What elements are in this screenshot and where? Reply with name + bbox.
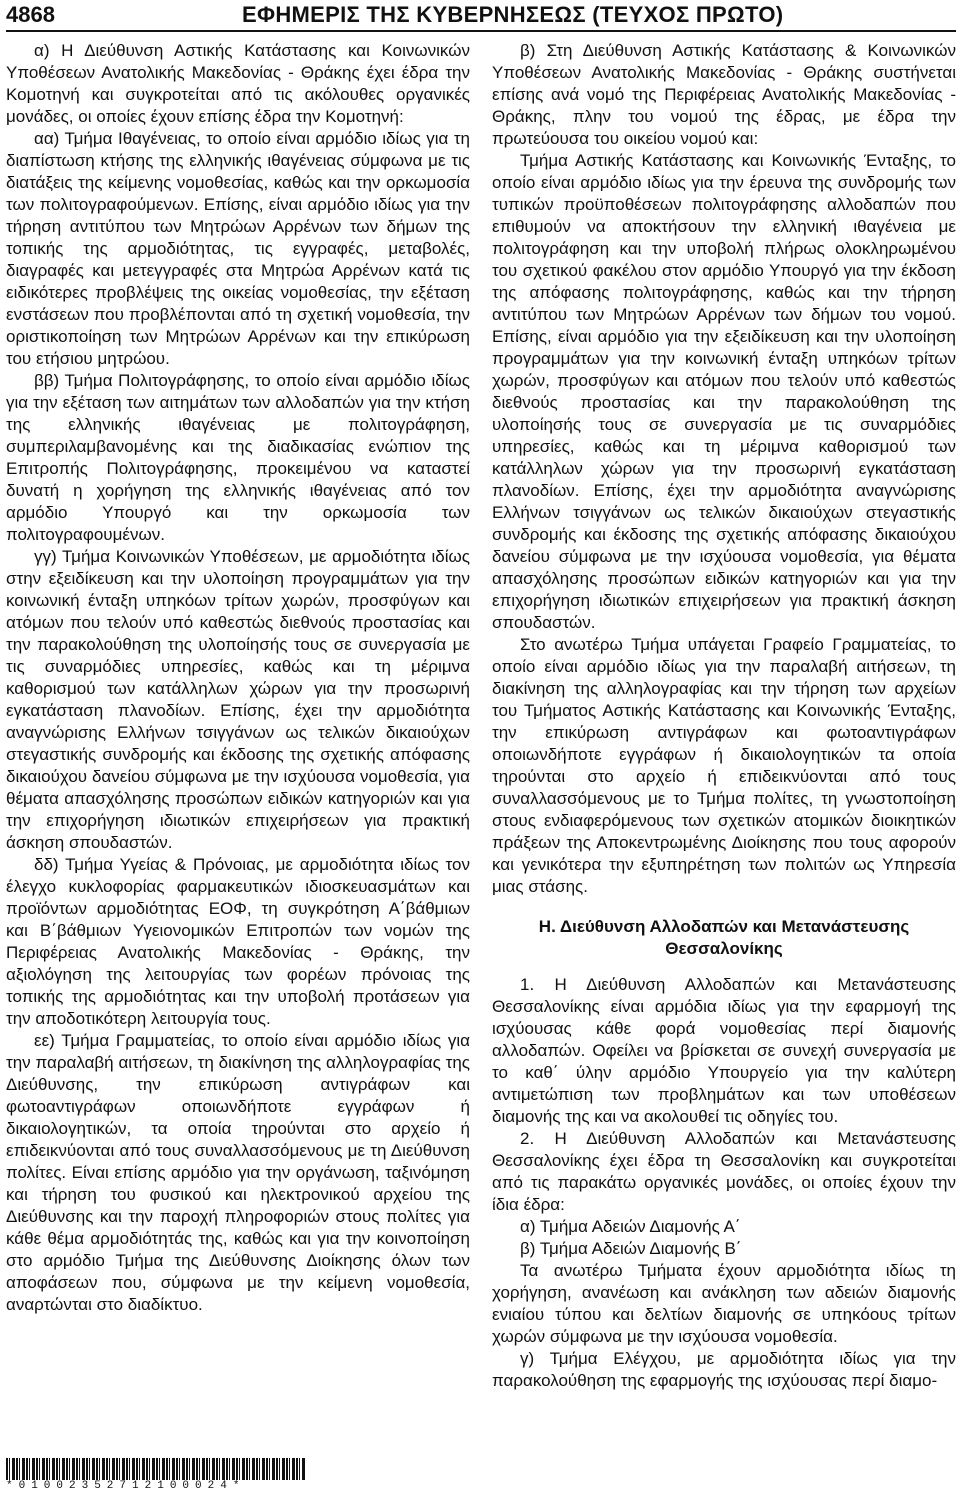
paragraph: 2. Η Διεύθυνση Αλλοδαπών και Μετανάστευσης Θεσσαλονίκης έχει έδρα τη Θεσσαλονίκη και συγκροτείται από τις παρακάτω οργανικές μονάδες, οι οποίες έχουν την ίδια έδρα: xyxy=(492,1129,956,1214)
paragraph: γ) Τμήμα Ελέγχου, με αρμοδιότητα ιδίως για την παρακολούθηση της εφαρμογής της ισχύουσας περί διαμο- xyxy=(492,1349,956,1390)
gazette-title: ΕΦΗΜΕΡΙΣ ΤΗΣ ΚΥΒΕΡΝΗΣΕΩΣ (ΤΕΥΧΟΣ ΠΡΩΤΟ) xyxy=(242,2,784,27)
paragraph: Τμήμα Αστικής Κατάστασης και Κοινωνικής Ένταξης, το οποίο είναι αρμόδιο ιδίως για την έρευνα της συνδρομής των τυπικών προϋποθέσεων πολιτογράφησης αλλοδαπών που επιθυμούν να αποκτήσουν την ελληνική ιθαγένεια με πολιτογράφηση και την υποβολή πλήρως ολοκληρωμένου του σχετικού φακέλου στον αρμόδιο Υπουργό για την έκδοση της απόφασης πολιτογράφησης, καθώς και την τήρηση αντιτύπου των Μητρώων Αρρένων των δήμων του νομού. Επίσης, είναι αρμόδιο για την εξειδίκευση και την υλοποίηση προγραμμάτων για την κοινωνική ένταξη υπηκόων τρίτων χωρών, προσφύγων και ατόμων που τελούν υπό καθεστώς διεθνούς προστασίας και την παρακολούθηση της υλοποίησής τους σε συνεργασία με τις συναρμόδιες υπηρεσίες, καθώς και τη μέριμνα καθορισμού των κατάλληλων χώρων για την προσωρινή εγκατάσταση πλανοδίων. Επίσης, έχει την αρμοδιότητα αναγνώρισης Ελλήνων τσιγγάνων ως τελικών δικαιούχων στεγαστικής συνδρομής και έκδοσης της σχετικής απόφασης δικαιούχου δανείου σύμφωνα με την ισχύουσα νομοθεσία, για θέματα απασχόλησης προσώπων ειδικών κατηγοριών και για την επιχορήγηση ιδιωτικών επιχειρήσεων για πρακτική άσκηση σπουδαστών. xyxy=(492,151,956,632)
paragraph: 1. Η Διεύθυνση Αλλοδαπών και Μετανάστευσης Θεσσαλονίκης είναι αρμόδια ιδίως για την εφαρμογή της ισχύουσας κάθε φορά νομοθεσίας περί διαμονής αλλοδαπών. Οφείλει να βρίσκεται σε συνεχή συνεργασία με το καθ΄ ύλην αρμόδιο Υπουργείο για την καλύτερη αντιμετώπιση των προβλημάτων και των υποθέσεων διαμονής της και να ακολουθεί τις οδηγίες του. xyxy=(492,975,956,1126)
paragraph: δδ) Τμήμα Υγείας & Πρόνοιας, με αρμοδιότητα ιδίως τον έλεγχο κυκλοφορίας φαρμακευτικών ιδιοσκευασμάτων και προϊόντων αρμοδιότητας ΕΟΦ, τη συγκρότηση Α΄βάθμιων και Β΄βάθμιων Υγειονομικών Επιτροπών των νομών της Περιφέρειας Ανατολικής Μακεδονίας - Θράκης, την αξιολόγηση της λειτουργίας των φορέων πρόνοιας της τοπικής της αρμοδιότητας και την υποβολή προτάσεων για την αποδοτικότερη λειτουργία τους. xyxy=(6,855,470,1028)
left-column xyxy=(6,40,470,1316)
list-item: β) Τμήμα Αδειών Διαμονής Β΄ xyxy=(520,1239,742,1258)
barcode-bars xyxy=(6,1458,306,1480)
paragraph: εε) Τμήμα Γραμματείας, το οποίο είναι αρμόδιο ιδίως για την παραλαβή αιτήσεων, τη διακίνηση της αλληλογραφίας της Διεύθυνσης, την επικύρωση αντιγράφων και φωτοαντιγράφων οποιωνδήποτε εγγράφων ή δικαιολογητικών, τα οποία τηρούνται στο αρχείο ή επιδεικνύονται από τους συναλλασσόμενους με τη Διεύθυνση πολίτες. Είναι επίσης αρμόδιο για την οργάνωση, ταξινόμηση και τήρηση του φυσικού και ηλεκτρονικού αρχείου της Διεύθυνσης και την παροχή πληροφοριών στους πολίτες για κάθε θέμα αρμοδιότητάς της, καθώς και για την κοινοποίηση στο αρμόδιο Τμήμα της Διεύθυνσης Διοίκησης όλων των αποφάσεων που, σύμφωνα με την κείμενη νομοθεσία, αναρτώνται στο διαδίκτυο. xyxy=(6,1031,470,1314)
right-column xyxy=(492,40,956,1392)
paragraph: β) Στη Διεύθυνση Αστικής Κατάστασης & Κοινωνικών Υποθέσεων Ανατολικής Μακεδονίας - Θράκης συστήνεται επίσης ανά νομό της Περιφέρειας Ανατολικής Μακεδονίας - Θράκης, πλην του νομού της έδρας, με έδρα την πρωτεύουσα του οικείου νομού και: xyxy=(492,41,956,148)
paragraph: αα) Τμήμα Ιθαγένειας, το οποίο είναι αρμόδιο ιδίως για τη διαπίστωση κτήσης της ελληνικής ιθαγένειας σύμφωνα με τις διατάξεις της κείμενης νομοθεσίας, καθώς και την ορκωμοσία των πολιτογραφούμενων. Επίσης, είναι αρμόδιο ιδίως για την τήρηση αντιτύπου των Μητρώων Αρρένων των δήμων της τοπικής της αρμοδιότητας, τις εγγραφές, μεταβολές, διαγραφές και μετεγγραφές στα Μητρώα Αρρένων κατά τις ειδικότερες προβλέψεις της οικείας νομοθεσίας, την εξέταση ενστάσεων που προβλέπονται από τη σχετική νομοθεσία, την οριστικοποίηση των Μητρώων Αρρένων και την επικύρωση του ετήσιου μητρώου. xyxy=(6,129,470,368)
paragraph: γγ) Τμήμα Κοινωνικών Υποθέσεων, με αρμοδιότητα ιδίως στην εξειδίκευση και την υλοποίηση προγραμμάτων για την κοινωνική ένταξη υπηκόων τρίτων χωρών, προσφύγων και ατόμων που τελούν υπό καθεστώς διεθνούς προστασίας και την παρακολούθηση της υλοποίησής τους σε συνεργασία με τις συναρμόδιες υπηρεσίες, καθώς και τη μέριμνα καθορισμού των κατάλληλων χώρων για την προσωρινή εγκατάσταση πλανοδίων. Επίσης, έχει την αρμοδιότητα αναγνώρισης Ελλήνων τσιγγάνων ως τελικών δικαιούχων στεγαστικής συνδρομής και έκδοσης της σχετικής απόφασης δικαιούχου δανείου σύμφωνα με την ισχύουσα νομοθεσία, για θέματα απασχόλησης προσώπων ειδικών κατηγοριών και για την επιχορήγηση ιδιωτικών επιχειρήσεων για πρακτική άσκηση σπουδαστών. xyxy=(6,547,470,852)
page-number: 4868 xyxy=(6,2,55,27)
section-heading: Η. Διεύθυνση Αλλοδαπών και Μετανάστευσης Θεσσαλονίκης xyxy=(538,917,910,958)
page-header xyxy=(0,0,960,32)
list-item: α) Τμήμα Αδειών Διαμονής Α΄ xyxy=(520,1217,741,1236)
paragraph: ββ) Τμήμα Πολιτογράφησης, το οποίο είναι αρμόδιο ιδίως για την εξέταση των αιτημάτων των αλλοδαπών για την κτήση της ελληνικής ιθαγένειας με πολιτογράφηση, συμπεριλαμβανομένης και της διαδικασίας ενώπιον της Επιτροπής Πολιτογράφησης, προκειμένου να καταστεί δυνατή η χορήγηση της ελληνικής ιθαγένειας από τον αρμόδιο Υπουργό και την ορκωμοσία των πολιτογραφουμένων. xyxy=(6,371,470,544)
paragraph: α) Η Διεύθυνση Αστικής Κατάστασης και Κοινωνικών Υποθέσεων Ανατολικής Μακεδονίας - Θράκης έχει έδρα την Κομοτηνή και συγκροτείται από τις ακόλουθες οργανικές μονάδες, οι οποίες έχουν επίσης έδρα την Κομοτηνή: xyxy=(6,41,470,126)
barcode-digits: *01002352712100024* xyxy=(6,1480,246,1492)
paragraph: Στο ανωτέρω Τμήμα υπάγεται Γραφείο Γραμματείας, το οποίο είναι αρμόδιο ιδίως για την παραλαβή αιτήσεων, τη διακίνηση της αλληλογραφίας και την τήρηση των αρχείων του Τμήματος Αστικής Κατάστασης και Κοινωνικής Ένταξης, την επικύρωση αντιγράφων και φωτοαντιγράφων οποιωνδήποτε εγγράφων ή δικαιολογητικών τα οποία τηρούνται στο αρχείο ή επιδεικνύονται από τους συναλλασσόμενους με το Τμήμα πολίτες, τη γνωστοποίηση στους ενδιαφερόμενους των σχετικών ατομικών διοικητικών πράξεων της Αποκεντρωμένης Διοίκησης που τους αφορούν και γενικότερα την εξυπηρέτηση των πολιτών ως Υπηρεσία μιας στάσης. xyxy=(492,635,956,896)
header-rule xyxy=(6,30,956,32)
paragraph: Τα ανωτέρω Τμήματα έχουν αρμοδιότητα ιδίως τη χορήγηση, ανανέωση και ανάκληση των αδειών διαμονής ενιαίου τύπου και δελτίων διαμονής σε υπηκόους τρίτων χωρών σύμφωνα με την ισχύουσα νομοθεσία. xyxy=(492,1261,956,1346)
barcode xyxy=(6,1458,306,1492)
